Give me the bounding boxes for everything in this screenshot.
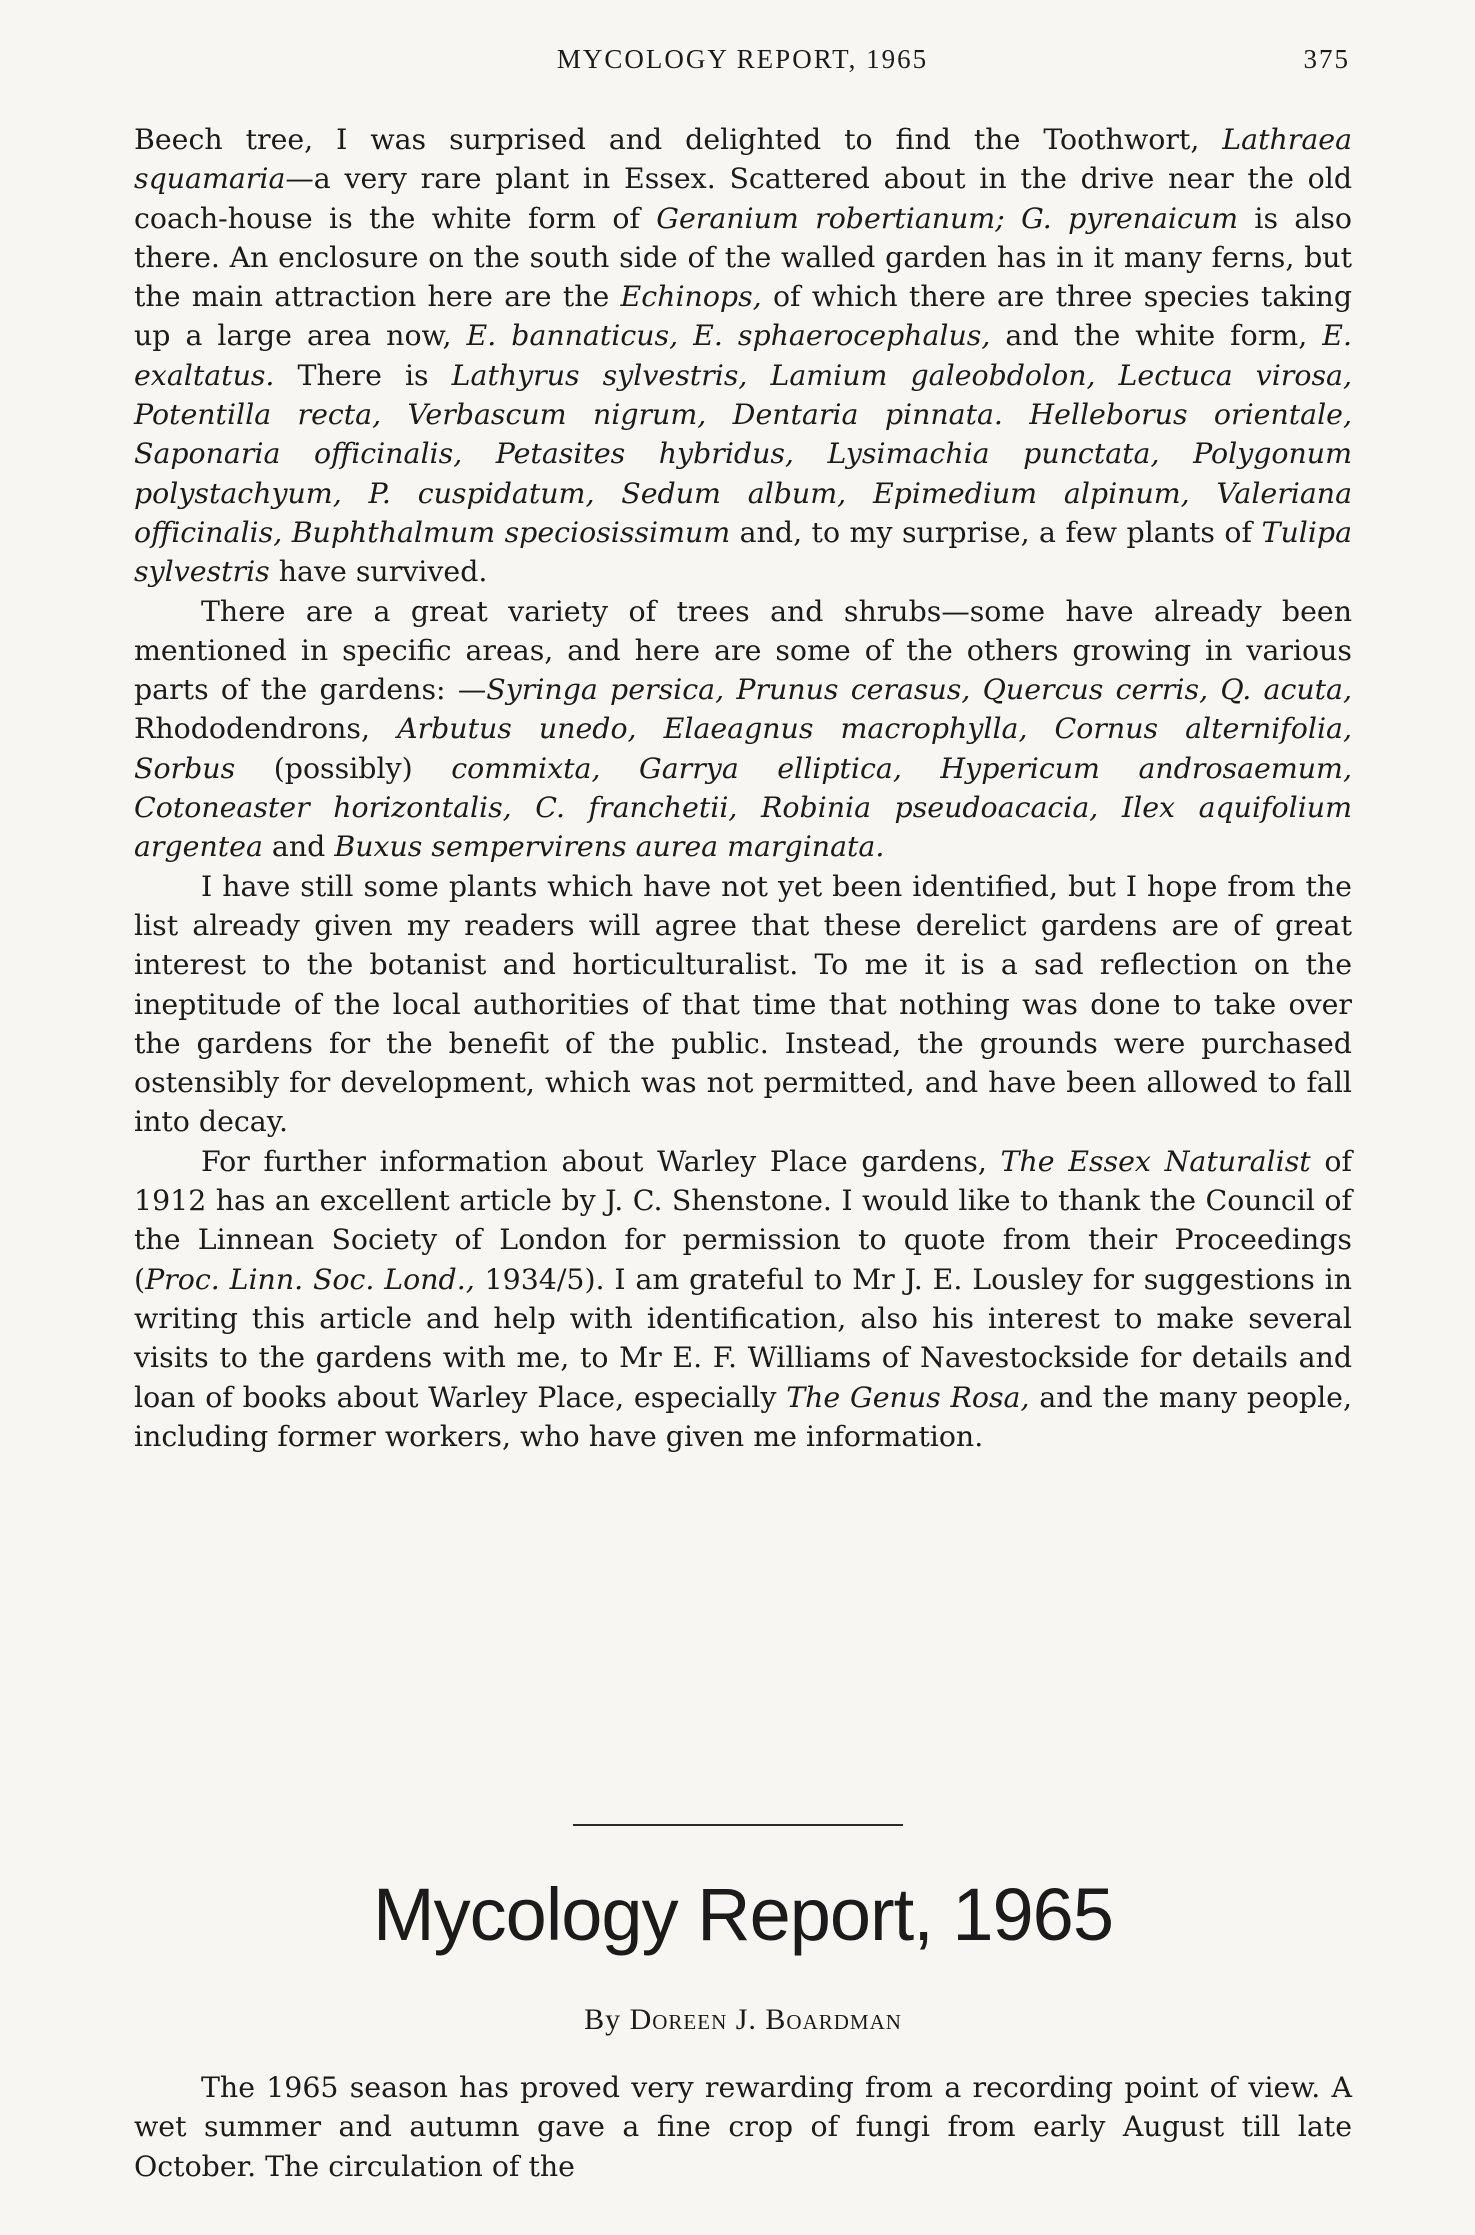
page-number: 375 (1303, 44, 1350, 74)
byline (134, 2003, 1352, 2037)
italic-text: commixta, Garrya elliptica, Hypericum androsaemum, Cotoneaster horizontalis, C. franchetii, Robinia pseudoacacia, Ilex aquifolium argentea (134, 751, 1353, 864)
text-run: have survived. (269, 555, 488, 589)
text-run: of which there are three species taking up a large area now, (134, 280, 1352, 353)
text-run: is also there. An enclosure on the south side of the walled garden has in it many ferns, but the main attraction here are the (134, 201, 1352, 314)
paragraph (134, 592, 1352, 867)
text-run: and the white form, (990, 319, 1323, 353)
section-opening (134, 2068, 1352, 2186)
text-run: I have still some plants which have not yet been identified, but I hope from the list already given my readers will agree that these derelict gardens are of great interest to the botanist and horticulturalist. To me it is a sad reflection on the ineptitude of the local authorities of that time that nothing was done to take over the gardens for the benefit of the public. Instead, the grounds were purchased ostensibly for development, which was not permitted, and have been allowed to fall into decay. (134, 869, 1352, 1139)
text-run: of 1912 has an excellent article by J. C. Shenstone. I would like to thank the Council of the Linnean Society of London for permission to quote from their Proceedings ( (134, 1144, 1352, 1296)
italic-text: The Genus Rosa, (786, 1380, 1030, 1414)
italic-text: E. bannaticus, E. sphaerocephalus, (466, 319, 991, 353)
byline-prefix: By (584, 2003, 630, 2036)
paragraph (134, 867, 1352, 1142)
article-body (134, 120, 1352, 1456)
section-divider (573, 1824, 903, 1826)
paragraph (134, 1142, 1352, 1456)
paragraph (134, 120, 1352, 592)
italic-text: Tulipa sylvestris (134, 515, 1352, 589)
byline-author: Doreen J. Boardman (629, 2003, 902, 2036)
text-run: 1934/5). I am grateful to Mr J. E. Lousley for suggestions in writing this article and help with identification, also his interest to make several visits to the gardens with me, to Mr E. F. Williams of Navestockside for details and loan of books about Warley Place, especially (134, 1262, 1353, 1414)
text-run: —a very rare plant in Essex. Scattered about in the drive near the old coach-house is the white form of (134, 162, 1352, 235)
italic-text: Buxus sempervirens aurea marginata. (334, 830, 885, 864)
text-run: Rhododendrons, (134, 712, 398, 746)
text-run: (possibly) (235, 751, 452, 785)
text-run: There are a great variety of trees and shrubs—some have already been mentioned in specific areas, and here are some of the others growing in various parts of the gardens: — (134, 594, 1352, 707)
italic-text: Proc. Linn. Soc. Lond., (145, 1262, 475, 1296)
section-title: Mycology Report, 1965 (373, 1873, 1113, 1956)
italic-text: Lathraea squamaria (134, 123, 1352, 196)
italic-text: Lathyrus sylvestris, Lamium galeobdolon, Lectuca virosa, Potentilla recta, Verbascum nigrum, Dentaria pinnata. Helleborus orientale, Saponaria officinalis, Petasites hybridus, Lysimachia punctata, Polygonum polystachyum, P. cuspidatum, Sedum album, Epimedium alpinum, Valeriana officinalis, Buphthalmum speciosissimum (134, 358, 1352, 549)
italic-text: Geranium robertianum; G. pyrenaicum (656, 201, 1239, 235)
italic-text: Echinops, (620, 280, 762, 314)
text-run: and, to my surprise, a few plants of (730, 515, 1262, 549)
italic-text: The Essex Naturalist (1000, 1144, 1311, 1178)
text-run: and (262, 830, 335, 864)
italic-text: E. exaltatus. (134, 319, 1352, 392)
running-head (135, 44, 1350, 84)
italic-text: Syringa persica, Prunus cerasus, Quercus cerris, Q. acuta, (486, 673, 1352, 707)
paragraph (134, 2068, 1352, 2186)
text-run: There is (274, 358, 452, 392)
text-run: Beech tree, I was surprised and delighted to find the Toothwort, (134, 123, 1223, 156)
running-title: MYCOLOGY REPORT, 1965 (556, 44, 929, 74)
text-run: For further information about Warley Place gardens, (201, 1144, 1001, 1178)
italic-text: Arbutus unedo, Elaeagnus macrophylla, Cornus alternifolia, Sorbus (134, 712, 1352, 785)
text-run: The 1965 season has proved very rewarding from a recording point of view. A wet summer and autumn gave a fine crop of fungi from early August till late October. The circulation of the (134, 2071, 1352, 2183)
text-run: and the many people, including former workers, who have given me information. (134, 1380, 1352, 1453)
